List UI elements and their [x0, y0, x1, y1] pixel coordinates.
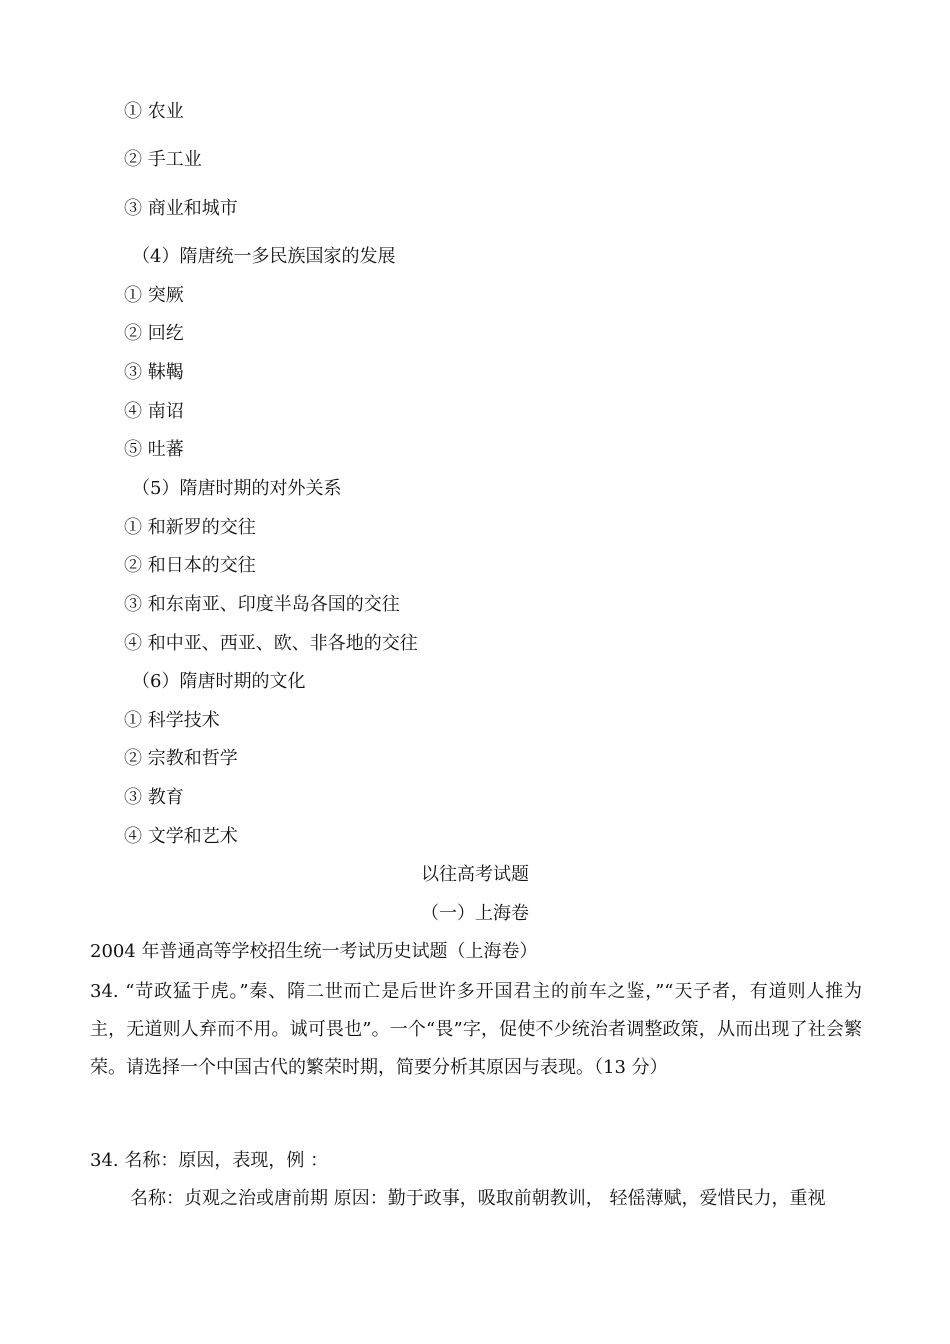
section5-item: ④ 和中亚、西亚、欧、非各地的交往: [124, 633, 418, 654]
section6-item: ④ 文学和艺术: [124, 826, 238, 847]
section3-item-handicraft: ② 手工业: [124, 149, 202, 170]
section4-item: ⑤ 吐蕃: [124, 439, 184, 460]
section3-item-agriculture: ① 农业: [124, 101, 184, 122]
section4-item: ④ 南诏: [124, 401, 184, 422]
section3-item-commerce: ③ 商业和城市: [124, 198, 238, 219]
section5-heading: （5）隋唐时期的对外关系: [132, 478, 342, 499]
question-34: 34. “苛政猛于虎。”秦、隋二世而亡是后世许多开国君主的前车之鉴，”“天子者，有道则人推为主，无道则人弃而不用。诚可畏也”。一个“畏”字，促使不少统治者调整政策，从而出现了社会繁荣。请选择一个中国古代的繁荣时期，简要分析其原因与表现。（13 分）: [90, 981, 862, 1078]
exam-paper-title: 2004 年普通高等学校招生统一考试历史试题（上海卷）: [90, 941, 538, 962]
section5-item: ① 和新罗的交往: [124, 517, 256, 538]
section5-item: ② 和日本的交往: [124, 555, 256, 576]
section6-heading: （6）隋唐时期的文化: [132, 671, 306, 692]
exam-subtitle: （一）上海卷: [421, 903, 529, 924]
exam-title: 以往高考试题: [421, 864, 529, 885]
section4-item: ① 突厥: [124, 285, 184, 306]
answer-header: 34. 名称：原因，表现，例 ：: [90, 1150, 329, 1171]
section6-item: ① 科学技术: [124, 710, 220, 731]
section4-heading: （4）隋唐统一多民族国家的发展: [132, 246, 396, 267]
answer-line: 名称：贞观之治或唐前期 原因：勤于政事，吸取前朝教训， 轻傜薄赋，爱惜民力，重视: [130, 1188, 826, 1209]
section5-item: ③ 和东南亚、印度半岛各国的交往: [124, 594, 400, 615]
section6-item: ③ 教育: [124, 787, 184, 808]
section4-item: ② 回纥: [124, 323, 184, 344]
section6-item: ② 宗教和哲学: [124, 748, 238, 769]
section4-item: ③ 靺鞨: [124, 362, 184, 383]
